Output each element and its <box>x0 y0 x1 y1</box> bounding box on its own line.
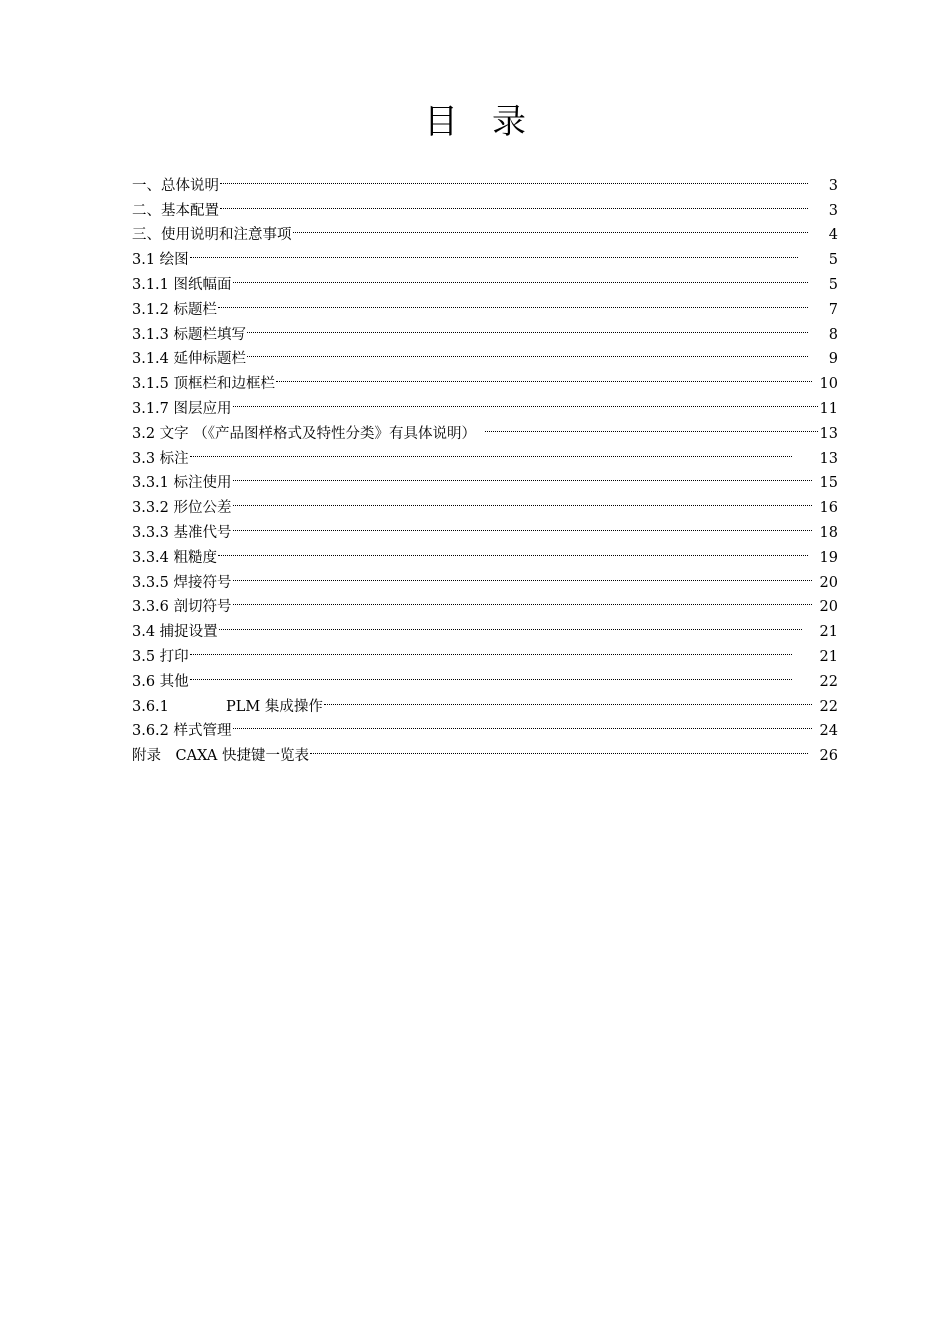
toc-page-number: 7 <box>828 301 838 318</box>
toc-entry-label: 3.3.1 标注使用 <box>132 475 232 492</box>
toc-entry-label: 3.6 其他 <box>132 673 189 690</box>
toc-dot-leader <box>484 413 820 438</box>
toc-dot-leader <box>275 363 814 388</box>
toc-dot-leader <box>219 190 810 215</box>
toc-page-number: 22 <box>819 698 838 715</box>
toc-dot-leader <box>232 711 814 736</box>
toc-page-number: 13 <box>819 450 838 467</box>
toc-entry[interactable] <box>132 388 838 417</box>
toc-entry[interactable] <box>132 487 838 517</box>
toc-entry-label: 3.1.5 顶框栏和边框栏 <box>132 376 276 393</box>
toc-entry[interactable] <box>132 413 838 442</box>
toc-dot-leader <box>219 165 810 190</box>
toc-entry-label: 3.3.6 剖切符号 <box>132 599 232 616</box>
toc-entry[interactable] <box>132 636 838 665</box>
toc-entry-label: 附录 CAXA 快捷键一览表 <box>132 748 309 765</box>
toc-entry-label: 3.1 绘图 <box>132 252 189 269</box>
toc-page-number: 22 <box>819 673 838 690</box>
toc-entry-label: 3.4 捕捉设置 <box>132 624 218 641</box>
toc-page-number: 8 <box>828 326 838 343</box>
toc-entry[interactable] <box>132 587 838 616</box>
toc-entry-label: 3.5 打印 <box>132 648 189 665</box>
toc-entry-label: 3.3.2 形位公差 <box>132 500 232 517</box>
toc-title-char-2: 录 <box>492 102 526 142</box>
toc-dot-leader <box>189 239 800 264</box>
toc-title-char-1: 目 <box>424 102 458 142</box>
toc-dot-leader <box>232 587 814 612</box>
toc-entry[interactable] <box>132 289 838 318</box>
toc-dot-leader <box>323 686 814 711</box>
toc-title <box>0 100 950 144</box>
toc-page-number: 21 <box>819 624 838 641</box>
toc-page-number: 4 <box>828 227 838 244</box>
toc-entry[interactable] <box>132 735 838 765</box>
toc-dot-leader <box>232 562 814 587</box>
toc-entry[interactable] <box>132 190 838 219</box>
toc-entry-label: 3.3.4 粗糙度 <box>132 549 218 566</box>
toc-entry-label: 3.3.3 基准代号 <box>132 524 232 541</box>
toc-entry[interactable] <box>132 512 838 541</box>
toc-dot-leader <box>189 438 794 463</box>
toc-entry[interactable] <box>132 611 838 641</box>
toc-page-number: 5 <box>828 276 838 293</box>
toc-page-number: 10 <box>819 376 838 393</box>
toc-page-number: 15 <box>819 475 838 492</box>
toc-dot-leader <box>189 636 794 661</box>
toc-page-number: 13 <box>819 425 838 442</box>
toc-entry[interactable] <box>132 264 838 293</box>
toc-page-number: 18 <box>819 524 838 541</box>
toc-entry-label: 3.1.4 延伸标题栏 <box>132 351 247 368</box>
toc-page-number: 26 <box>819 748 838 765</box>
toc-dot-leader <box>309 735 810 760</box>
toc-entry-label: 3.3 标注 <box>132 450 189 467</box>
toc-page-number: 5 <box>828 252 838 269</box>
toc-entry-label: 二、基本配置 <box>132 202 219 219</box>
toc-dot-leader <box>246 339 810 364</box>
toc-dot-leader <box>217 537 810 562</box>
toc-entry[interactable] <box>132 165 838 194</box>
toc-page-number: 19 <box>819 549 838 566</box>
toc-dot-leader <box>218 611 804 636</box>
toc-entry-label: 3.1.2 标题栏 <box>132 301 218 318</box>
toc-entry-label: 3.1.1 图纸幅面 <box>132 276 232 293</box>
toc-page-number: 11 <box>819 400 838 417</box>
toc-dot-leader <box>189 661 794 686</box>
toc-entry-label: 三、使用说明和注意事项 <box>132 227 292 244</box>
toc-list <box>132 165 838 765</box>
toc-page-number: 20 <box>819 599 838 616</box>
toc-entry-label: 3.6.1 PLM 集成操作 <box>132 698 323 715</box>
toc-entry[interactable] <box>132 314 838 343</box>
toc-page-number: 20 <box>819 574 838 591</box>
toc-entry[interactable] <box>132 711 838 740</box>
toc-entry-label: 一、总体说明 <box>132 177 219 194</box>
toc-dot-leader <box>246 314 810 339</box>
toc-entry[interactable] <box>132 215 838 244</box>
toc-entry-label: 3.2 文字 （《产品图样格式及特性分类》有具体说明） <box>132 425 477 442</box>
toc-dot-leader <box>232 264 810 289</box>
toc-page-number: 16 <box>819 500 838 517</box>
toc-page-number: 3 <box>828 202 838 219</box>
toc-entry-label: 3.1.7 图层应用 <box>132 400 232 417</box>
toc-entry[interactable] <box>132 463 838 492</box>
toc-page-number: 9 <box>828 351 838 368</box>
toc-dot-leader <box>217 289 810 314</box>
toc-dot-leader <box>232 463 814 488</box>
toc-dot-leader <box>232 487 814 512</box>
toc-dot-leader <box>292 215 811 240</box>
toc-entry[interactable] <box>132 537 838 566</box>
toc-entry[interactable] <box>132 438 838 467</box>
toc-dot-leader <box>232 512 814 537</box>
toc-entry-label: 3.1.3 标题栏填写 <box>132 326 247 343</box>
toc-page-number: 3 <box>828 177 838 194</box>
toc-entry[interactable] <box>132 239 838 269</box>
toc-page-number: 24 <box>819 723 838 740</box>
toc-entry[interactable] <box>132 661 838 690</box>
toc-entry-label: 3.6.2 样式管理 <box>132 723 232 740</box>
toc-entry-label: 3.3.5 焊接符号 <box>132 574 232 591</box>
toc-page-number: 21 <box>819 648 838 665</box>
toc-dot-leader <box>232 388 820 413</box>
toc-entry[interactable] <box>132 562 838 591</box>
toc-entry[interactable] <box>132 686 838 715</box>
